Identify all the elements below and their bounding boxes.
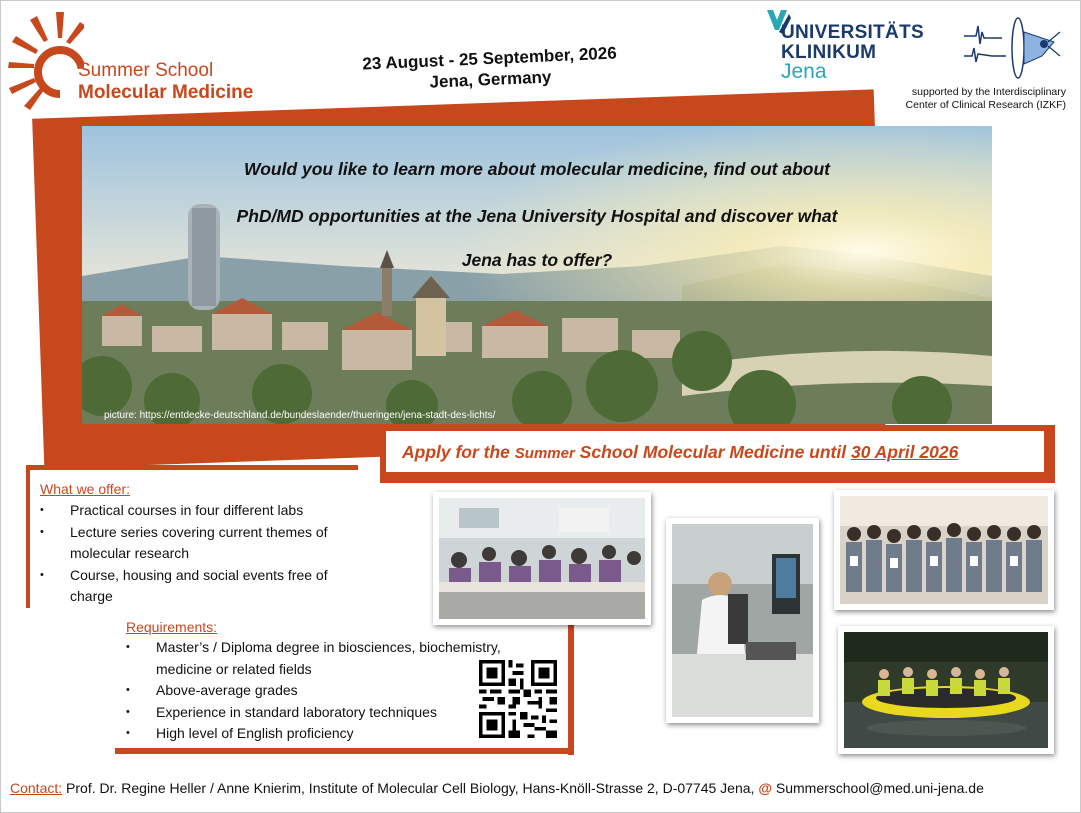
event-location: Jena, Germany xyxy=(429,67,552,92)
photo-group xyxy=(834,490,1054,610)
photo-credit: picture: https://entdecke-deutschland.de/bundeslaender/thueringen/jena-stadt-des-lichts/ xyxy=(104,410,496,421)
event-dates: 23 August - 25 September, 2026 xyxy=(361,43,618,74)
contact-text: Prof. Dr. Regine Heller / Anne Knierim, Institute of Molecular Cell Biology, Hans-Knöll-Strasse 2, D-07745 Jena, xyxy=(66,780,755,796)
logo-title-line1: Summer School xyxy=(78,60,214,81)
apply-text xyxy=(402,442,958,463)
photo-lecture-room xyxy=(433,492,651,625)
requirements-frame-bottom xyxy=(115,748,574,754)
requirements-frame-right xyxy=(568,625,574,755)
sun-icon xyxy=(8,10,84,110)
list-item: • Experience in standard laboratory techniques xyxy=(126,702,546,724)
list-item: • High level of English proficiency xyxy=(126,723,546,745)
photo-lab-microscope xyxy=(666,518,819,723)
list-item: • Above-average grades xyxy=(126,680,546,702)
support-line1: supported by the Interdisciplinary xyxy=(911,86,1066,98)
offer-list xyxy=(40,500,360,608)
qr-code-icon[interactable] xyxy=(479,660,557,738)
group-photo-image xyxy=(840,496,1048,604)
list-item: • Master’s / Diploma degree in biosciences, biochemistry, medicine or related fields xyxy=(126,637,526,680)
university-name-line1: UNIVERSITÄTS xyxy=(781,22,924,43)
list-item: • Lecture series covering current themes of molecular research xyxy=(40,522,360,565)
contact-label: Contact: xyxy=(10,780,63,796)
contact-line xyxy=(10,780,984,796)
support-line2: Center of Clinical Research (IZKF) xyxy=(905,99,1066,111)
contact-email[interactable]: Summerschool@med.uni-jena.de xyxy=(775,780,984,796)
apply-prefix: Apply for the xyxy=(402,442,515,462)
hero-image xyxy=(82,126,992,424)
offer-title: What we offer: xyxy=(40,481,131,497)
logo-title-line2: Molecular Medicine xyxy=(78,82,254,103)
list-item: • Practical courses in four different labs xyxy=(40,500,360,522)
offer-frame-left xyxy=(26,465,30,608)
email-at-icon: @ xyxy=(758,780,772,796)
apply-middle: School Molecular Medicine until xyxy=(574,442,851,462)
apply-deadline: 30 April 2026 xyxy=(850,442,959,462)
photo-rafting xyxy=(838,626,1054,754)
hero-question-line3: Jena has to offer? xyxy=(461,250,613,270)
hero-question-line1: Would you like to learn more about molecular medicine, find out about xyxy=(244,159,830,179)
list-item: • Course, housing and social events free of charge xyxy=(40,565,360,608)
lecture-room-image xyxy=(439,498,645,619)
offer-frame-top xyxy=(26,465,358,470)
izkf-logo-icon xyxy=(962,12,1062,86)
apply-banner-inner xyxy=(386,431,1044,472)
apply-banner xyxy=(380,425,1055,483)
hero-question-line2: PhD/MD opportunities at the Jena University Hospital and discover what xyxy=(236,206,838,226)
rafting-image xyxy=(844,632,1048,748)
support-note xyxy=(870,86,1066,112)
university-name-line2: KLINIKUM xyxy=(781,42,877,63)
university-name-line3: Jena xyxy=(781,60,827,83)
requirements-title: Requirements: xyxy=(126,619,218,635)
lab-microscope-image xyxy=(672,524,813,717)
apply-summer: Summer xyxy=(514,445,575,462)
